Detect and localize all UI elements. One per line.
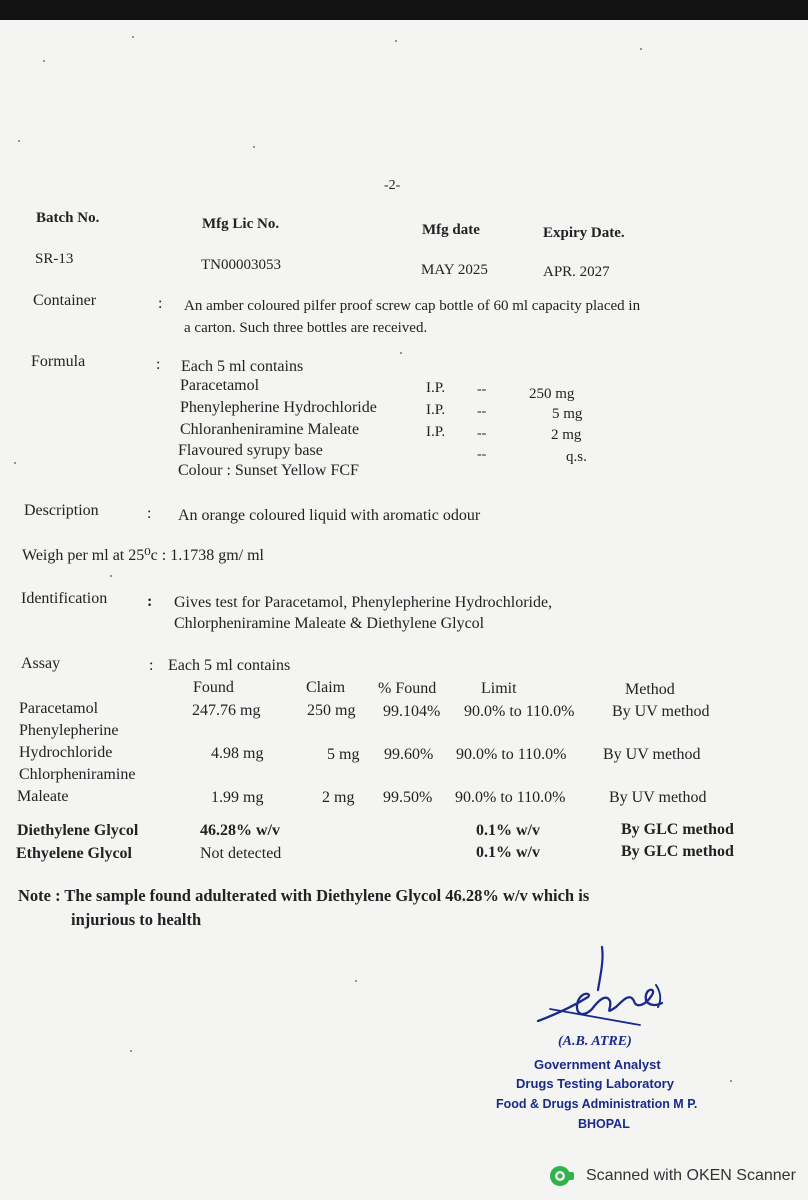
formula-row-name: Phenylepherine Hydrochloride — [180, 399, 377, 416]
description-label: Description — [24, 502, 99, 519]
formula-colour: Colour : Sunset Yellow FCF — [178, 462, 359, 479]
assay-row-pct: 99.104% — [383, 703, 441, 720]
assay-row-claim: 5 mg — [327, 746, 360, 763]
assay-row-limit: 0.1% w/v — [476, 822, 540, 839]
formula-row-std: I.P. — [426, 380, 446, 396]
assay-col-claim: Claim — [306, 679, 346, 696]
expiry-value: APR. 2027 — [543, 264, 610, 280]
assay-row-name: Paracetamol — [19, 700, 99, 717]
top-bar — [0, 0, 808, 20]
mfg-lic-value: TN00003053 — [201, 257, 281, 273]
formula-row-std: I.P. — [426, 402, 446, 418]
assay-row-name-line2: Hydrochloride — [19, 744, 113, 761]
formula-row-qty: 2 mg — [551, 427, 582, 443]
assay-row-name-line2: Maleate — [17, 788, 69, 805]
speck — [14, 462, 16, 464]
batch-no-value: SR-13 — [35, 251, 74, 267]
weight-per-ml: Weigh per ml at 25⁰c : 1.1738 gm/ ml — [22, 547, 264, 564]
assay-col-pct-found: % Found — [378, 680, 437, 697]
assay-label: Assay — [21, 655, 61, 672]
signature-image — [520, 935, 720, 1045]
speck — [110, 575, 112, 577]
speck — [400, 352, 402, 354]
assay-row-found: Not detected — [200, 845, 282, 862]
assay-intro: Each 5 ml contains — [168, 657, 291, 674]
formula-row-dash: -- — [477, 426, 487, 441]
identification-label: Identification — [21, 590, 108, 607]
assay-row-method: By UV method — [612, 703, 710, 720]
signatory-city: BHOPAL — [578, 1117, 630, 1131]
formula-row-qty: 250 mg — [529, 386, 575, 402]
assay-row-method: By UV method — [609, 789, 707, 806]
formula-row-dash: -- — [477, 382, 487, 397]
container-text-line2: a carton. Such three bottles are received. — [184, 320, 428, 336]
mfg-lic-label: Mfg Lic No. — [202, 216, 280, 232]
assay-row-found: 247.76 mg — [192, 702, 261, 719]
page-number: -2- — [384, 178, 401, 193]
expiry-label: Expiry Date. — [543, 225, 625, 241]
mfg-date-label: Mfg date — [422, 222, 480, 238]
formula-row-dash: -- — [477, 447, 487, 462]
assay-row-limit: 90.0% to 110.0% — [464, 703, 575, 720]
assay-row-method: By GLC method — [621, 821, 734, 838]
assay-row-name: Ethyelene Glycol — [16, 845, 132, 862]
identification-text-line2: Chlorpheniramine Maleate & Diethylene Glycol — [174, 615, 485, 632]
formula-row-name: Chloranheniramine Maleate — [180, 421, 360, 438]
assay-col-limit: Limit — [481, 680, 517, 697]
formula-colon: : — [156, 356, 161, 373]
speck — [253, 146, 255, 148]
assay-row-found: 1.99 mg — [211, 789, 264, 806]
speck — [130, 1050, 132, 1052]
speck — [730, 1080, 732, 1082]
assay-row-limit: 0.1% w/v — [476, 844, 540, 861]
signatory-org: Food & Drugs Administration M P. — [496, 1097, 698, 1111]
formula-label: Formula — [31, 353, 86, 370]
identification-text-line1: Gives test for Paracetamol, Phenylepherine Hydrochloride, — [174, 594, 553, 611]
assay-row-claim: 250 mg — [307, 702, 356, 719]
note-line1: Note : The sample found adulterated with Diethylene Glycol 46.28% w/v which is — [18, 886, 590, 905]
formula-intro: Each 5 ml contains — [181, 358, 304, 375]
assay-col-method: Method — [625, 681, 675, 698]
formula-row-name: Flavoured syrupy base — [178, 442, 323, 459]
assay-row-method: By UV method — [603, 746, 701, 763]
assay-colon: : — [149, 657, 154, 674]
signatory-title: Government Analyst — [534, 1057, 661, 1072]
speck — [43, 60, 45, 62]
assay-row-name-line1: Phenylepherine — [19, 722, 119, 739]
assay-col-found: Found — [193, 679, 234, 696]
speck — [395, 40, 397, 42]
container-colon: : — [158, 295, 163, 312]
identification-colon: : — [147, 593, 153, 610]
assay-row-limit: 90.0% to 110.0% — [456, 746, 567, 763]
speck — [18, 140, 20, 142]
assay-row-claim: 2 mg — [322, 789, 355, 806]
assay-row-found: 4.98 mg — [211, 745, 264, 762]
container-text-line1: An amber coloured pilfer proof screw cap bottle of 60 ml capacity placed in — [184, 298, 641, 314]
signatory-lab: Drugs Testing Laboratory — [516, 1076, 674, 1091]
speck — [640, 48, 642, 50]
assay-row-pct: 99.60% — [384, 746, 434, 763]
signatory-name: (A.B. ATRE) — [558, 1034, 632, 1049]
description-text: An orange coloured liquid with aromatic odour — [178, 507, 481, 524]
assay-row-limit: 90.0% to 110.0% — [455, 789, 566, 806]
formula-row-dash: -- — [477, 404, 487, 419]
assay-row-name: Diethylene Glycol — [17, 822, 139, 839]
formula-row-name: Paracetamol — [180, 377, 260, 394]
formula-row-std: I.P. — [426, 424, 446, 440]
scanner-watermark-text: Scanned with OKEN Scanner — [586, 1167, 796, 1184]
batch-no-label: Batch No. — [36, 210, 100, 226]
speck — [355, 980, 357, 982]
formula-row-qty: q.s. — [566, 449, 587, 465]
description-colon: : — [147, 505, 152, 522]
mfg-date-value: MAY 2025 — [421, 262, 488, 278]
assay-row-pct: 99.50% — [383, 789, 433, 806]
assay-row-found: 46.28% w/v — [200, 822, 280, 839]
speck — [132, 36, 134, 38]
assay-row-method: By GLC method — [621, 843, 734, 860]
formula-row-qty: 5 mg — [552, 406, 583, 422]
assay-row-name-line1: Chlorpheniramine — [19, 766, 136, 783]
note-line2: injurious to health — [71, 910, 202, 929]
container-label: Container — [33, 292, 97, 309]
scanner-logo-icon — [548, 1164, 576, 1188]
